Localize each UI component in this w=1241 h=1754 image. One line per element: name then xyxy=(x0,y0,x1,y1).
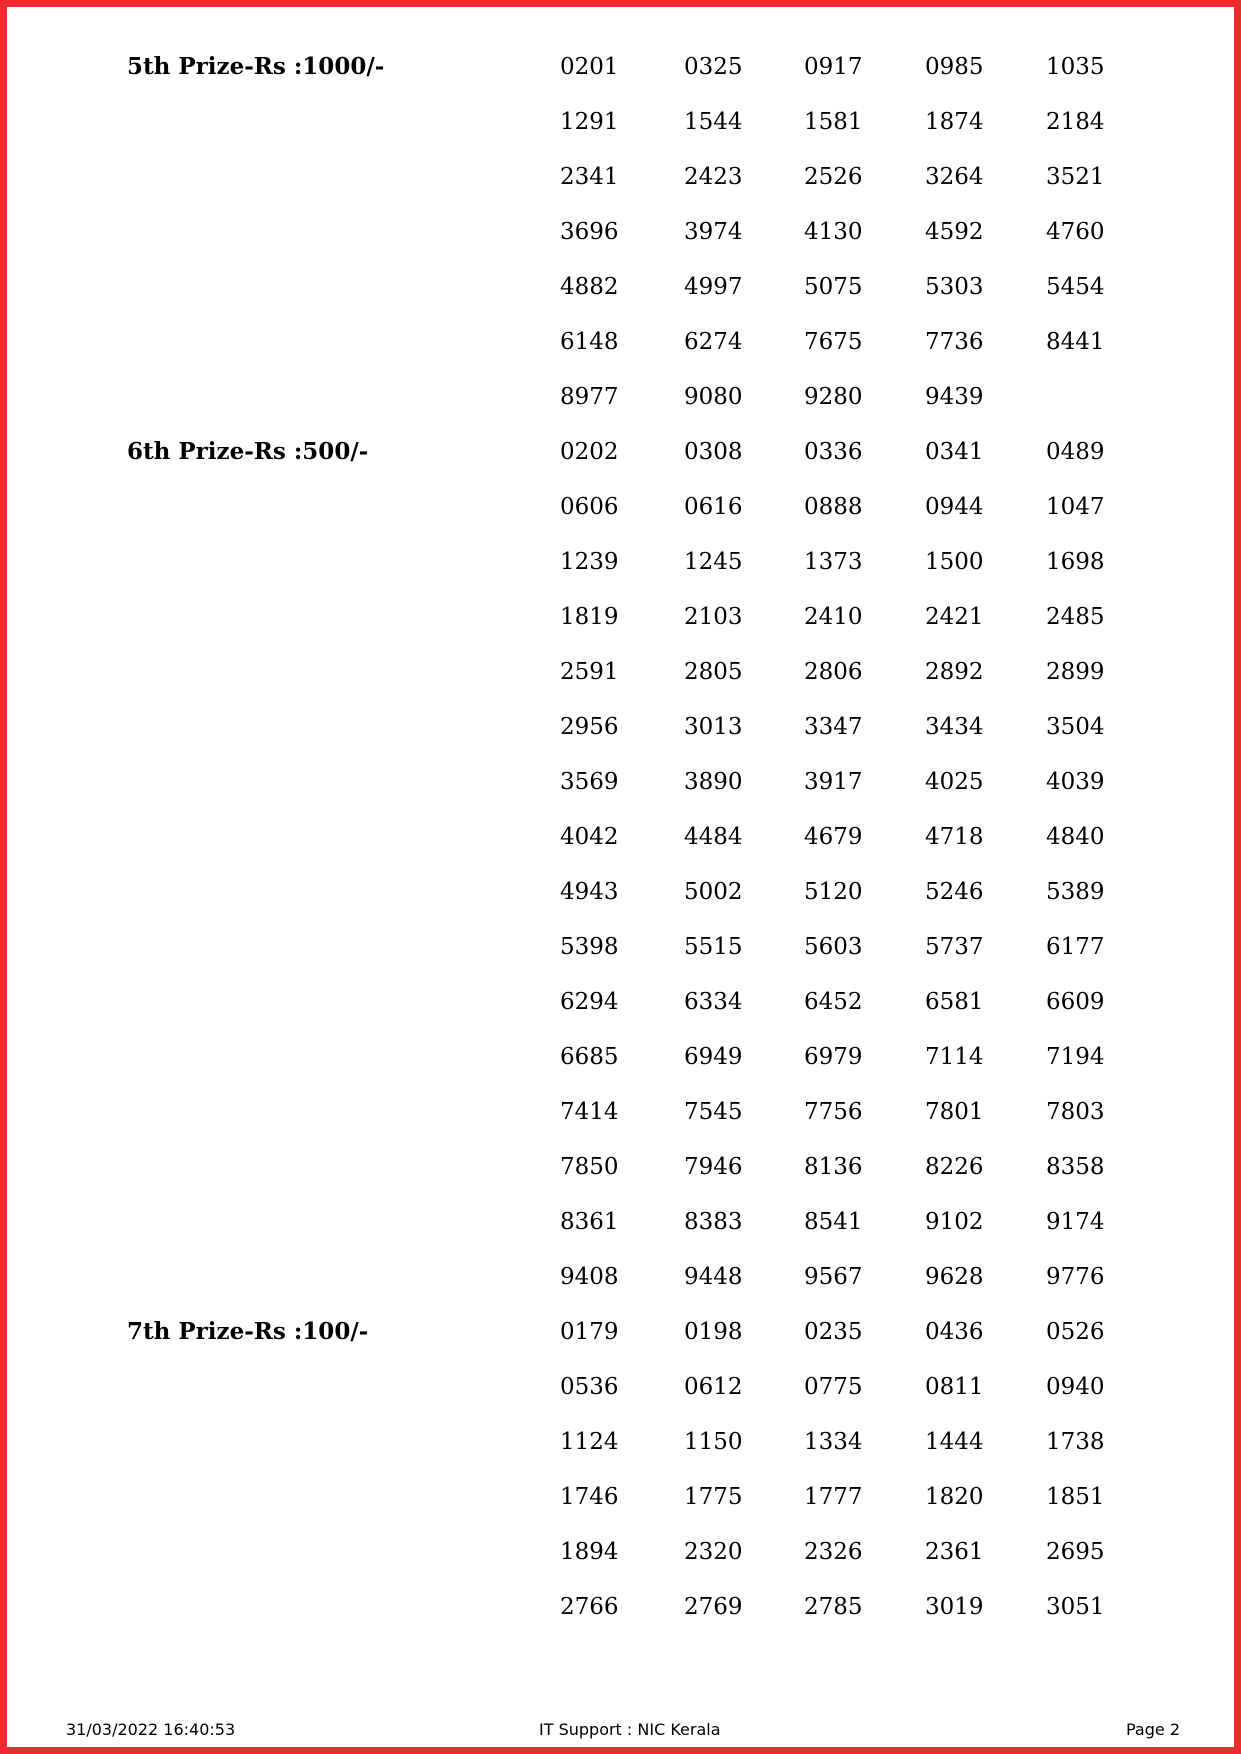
winning-number: 5389 xyxy=(1046,879,1105,905)
winning-number: 8977 xyxy=(560,384,619,410)
winning-number: 1746 xyxy=(560,1484,619,1510)
winning-number: 1819 xyxy=(560,604,619,630)
winning-number: 1334 xyxy=(804,1429,863,1455)
winning-number: 0940 xyxy=(1046,1374,1105,1400)
winning-number: 3917 xyxy=(804,769,863,795)
winning-number: 0985 xyxy=(925,54,984,80)
winning-number: 6949 xyxy=(684,1044,743,1070)
winning-number: 0235 xyxy=(804,1319,863,1345)
winning-number: 7946 xyxy=(684,1154,743,1180)
winning-number: 7675 xyxy=(804,329,863,355)
winning-number: 0336 xyxy=(804,439,863,465)
winning-number: 1239 xyxy=(560,549,619,575)
winning-number: 4484 xyxy=(684,824,743,850)
winning-number: 5454 xyxy=(1046,274,1105,300)
winning-number: 0606 xyxy=(560,494,619,520)
winning-number: 1544 xyxy=(684,109,743,135)
winning-number: 9102 xyxy=(925,1209,984,1235)
winning-number: 4997 xyxy=(684,274,743,300)
winning-number: 8361 xyxy=(560,1209,619,1235)
winning-number: 1150 xyxy=(684,1429,743,1455)
winning-number: 2695 xyxy=(1046,1539,1105,1565)
winning-number: 2320 xyxy=(684,1539,743,1565)
winning-number: 3051 xyxy=(1046,1594,1105,1620)
winning-number: 5246 xyxy=(925,879,984,905)
winning-number: 9080 xyxy=(684,384,743,410)
winning-number: 5120 xyxy=(804,879,863,905)
winning-number: 1500 xyxy=(925,549,984,575)
winning-number: 6609 xyxy=(1046,989,1105,1015)
winning-number: 2766 xyxy=(560,1594,619,1620)
winning-number: 7194 xyxy=(1046,1044,1105,1070)
winning-number: 1698 xyxy=(1046,549,1105,575)
winning-number: 1894 xyxy=(560,1539,619,1565)
winning-number: 5603 xyxy=(804,934,863,960)
winning-number: 3521 xyxy=(1046,164,1105,190)
winning-number: 2423 xyxy=(684,164,743,190)
winning-number: 0612 xyxy=(684,1374,743,1400)
winning-number: 3434 xyxy=(925,714,984,740)
winning-number: 2805 xyxy=(684,659,743,685)
winning-number: 2899 xyxy=(1046,659,1105,685)
winning-number: 1291 xyxy=(560,109,619,135)
winning-number: 9408 xyxy=(560,1264,619,1290)
winning-number: 1245 xyxy=(684,549,743,575)
winning-number: 2361 xyxy=(925,1539,984,1565)
winning-number: 8383 xyxy=(684,1209,743,1235)
winning-number: 5075 xyxy=(804,274,863,300)
winning-number: 0489 xyxy=(1046,439,1105,465)
winning-number: 6177 xyxy=(1046,934,1105,960)
winning-number: 7736 xyxy=(925,329,984,355)
winning-number: 1777 xyxy=(804,1484,863,1510)
winning-number: 9448 xyxy=(684,1264,743,1290)
winning-number: 4943 xyxy=(560,879,619,905)
winning-number: 4760 xyxy=(1046,219,1105,245)
page-number: Page 2 xyxy=(1126,1720,1180,1739)
winning-number: 2591 xyxy=(560,659,619,685)
it-support-credit: IT Support : NIC Kerala xyxy=(539,1720,721,1739)
winning-number: 0436 xyxy=(925,1319,984,1345)
winning-number: 5515 xyxy=(684,934,743,960)
prize-label: 6th Prize-Rs :500/- xyxy=(127,438,369,465)
winning-number: 4025 xyxy=(925,769,984,795)
prize-label: 5th Prize-Rs :1000/- xyxy=(127,53,385,80)
winning-number: 2806 xyxy=(804,659,863,685)
winning-number: 2103 xyxy=(684,604,743,630)
winning-number: 9280 xyxy=(804,384,863,410)
winning-number: 8358 xyxy=(1046,1154,1105,1180)
winning-number: 9439 xyxy=(925,384,984,410)
winning-number: 7756 xyxy=(804,1099,863,1125)
winning-number: 9776 xyxy=(1046,1264,1105,1290)
winning-number: 0888 xyxy=(804,494,863,520)
winning-number: 0917 xyxy=(804,54,863,80)
winning-number: 6581 xyxy=(925,989,984,1015)
winning-number: 7114 xyxy=(925,1044,984,1070)
winning-number: 2341 xyxy=(560,164,619,190)
winning-number: 1851 xyxy=(1046,1484,1105,1510)
winning-number: 8136 xyxy=(804,1154,863,1180)
winning-number: 3890 xyxy=(684,769,743,795)
winning-number: 2526 xyxy=(804,164,863,190)
winning-number: 2769 xyxy=(684,1594,743,1620)
winning-number: 1124 xyxy=(560,1429,619,1455)
winning-number: 3347 xyxy=(804,714,863,740)
winning-number: 1373 xyxy=(804,549,863,575)
winning-number: 8441 xyxy=(1046,329,1105,355)
winning-number: 0198 xyxy=(684,1319,743,1345)
winning-number: 6334 xyxy=(684,989,743,1015)
winning-number: 8226 xyxy=(925,1154,984,1180)
winning-number: 0536 xyxy=(560,1374,619,1400)
winning-number: 2184 xyxy=(1046,109,1105,135)
winning-number: 1775 xyxy=(684,1484,743,1510)
winning-number: 0325 xyxy=(684,54,743,80)
winning-number: 3504 xyxy=(1046,714,1105,740)
winning-number: 2326 xyxy=(804,1539,863,1565)
winning-number: 7803 xyxy=(1046,1099,1105,1125)
winning-number: 3264 xyxy=(925,164,984,190)
winning-number: 4882 xyxy=(560,274,619,300)
winning-number: 1444 xyxy=(925,1429,984,1455)
winning-number: 6294 xyxy=(560,989,619,1015)
winning-number: 1738 xyxy=(1046,1429,1105,1455)
winning-number: 2785 xyxy=(804,1594,863,1620)
winning-number: 9174 xyxy=(1046,1209,1105,1235)
winning-number: 1874 xyxy=(925,109,984,135)
print-timestamp: 31/03/2022 16:40:53 xyxy=(66,1720,236,1739)
winning-number: 2485 xyxy=(1046,604,1105,630)
winning-number: 6274 xyxy=(684,329,743,355)
winning-number: 0944 xyxy=(925,494,984,520)
winning-number: 7801 xyxy=(925,1099,984,1125)
prize-label: 7th Prize-Rs :100/- xyxy=(127,1318,369,1345)
winning-number: 0616 xyxy=(684,494,743,520)
winning-number: 1581 xyxy=(804,109,863,135)
winning-number: 0811 xyxy=(925,1374,984,1400)
winning-number: 0202 xyxy=(560,439,619,465)
winning-number: 4042 xyxy=(560,824,619,850)
winning-number: 3569 xyxy=(560,769,619,795)
winning-number: 0201 xyxy=(560,54,619,80)
winning-number: 9628 xyxy=(925,1264,984,1290)
winning-number: 5398 xyxy=(560,934,619,960)
winning-number: 0775 xyxy=(804,1374,863,1400)
winning-number: 3974 xyxy=(684,219,743,245)
winning-number: 4679 xyxy=(804,824,863,850)
winning-number: 0526 xyxy=(1046,1319,1105,1345)
winning-number: 6685 xyxy=(560,1044,619,1070)
winning-number: 5737 xyxy=(925,934,984,960)
winning-number: 2956 xyxy=(560,714,619,740)
winning-number: 4840 xyxy=(1046,824,1105,850)
winning-number: 7850 xyxy=(560,1154,619,1180)
winning-number: 6979 xyxy=(804,1044,863,1070)
winning-number: 5002 xyxy=(684,879,743,905)
winning-number: 3013 xyxy=(684,714,743,740)
winning-number: 1820 xyxy=(925,1484,984,1510)
winning-number: 6148 xyxy=(560,329,619,355)
winning-number: 8541 xyxy=(804,1209,863,1235)
winning-number: 1035 xyxy=(1046,54,1105,80)
winning-number: 2410 xyxy=(804,604,863,630)
winning-number: 1047 xyxy=(1046,494,1105,520)
winning-number: 2892 xyxy=(925,659,984,685)
winning-number: 6452 xyxy=(804,989,863,1015)
winning-number: 0308 xyxy=(684,439,743,465)
winning-number: 3019 xyxy=(925,1594,984,1620)
winning-number: 4130 xyxy=(804,219,863,245)
winning-number: 3696 xyxy=(560,219,619,245)
winning-number: 5303 xyxy=(925,274,984,300)
winning-number: 4039 xyxy=(1046,769,1105,795)
winning-number: 7545 xyxy=(684,1099,743,1125)
winning-number: 4592 xyxy=(925,219,984,245)
winning-number: 0341 xyxy=(925,439,984,465)
winning-number: 4718 xyxy=(925,824,984,850)
winning-number: 9567 xyxy=(804,1264,863,1290)
winning-number: 2421 xyxy=(925,604,984,630)
winning-number: 7414 xyxy=(560,1099,619,1125)
winning-number: 0179 xyxy=(560,1319,619,1345)
